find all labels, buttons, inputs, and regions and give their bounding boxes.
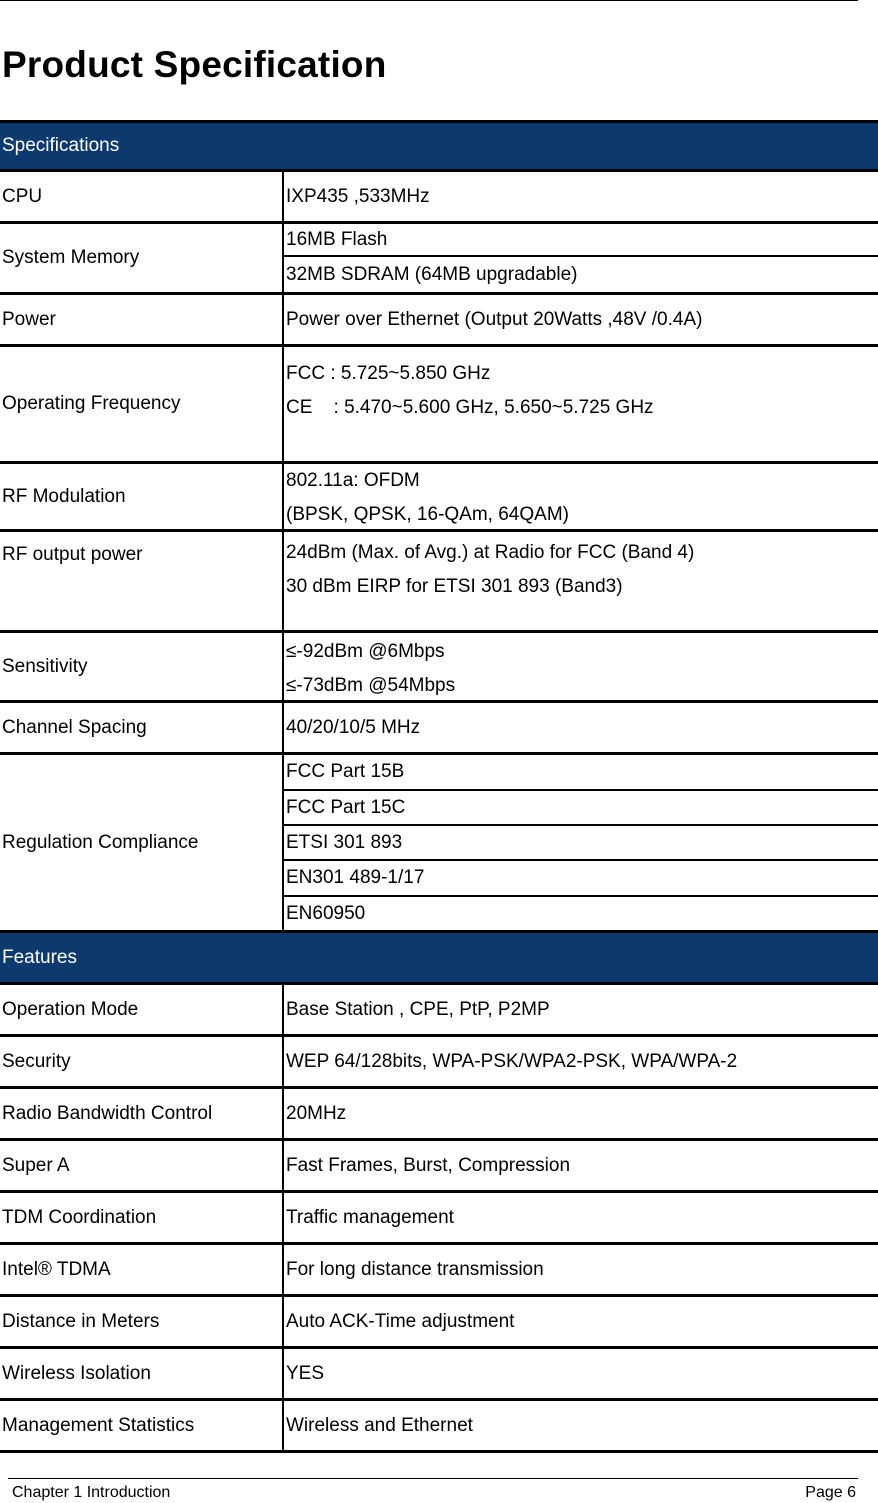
feature-row-super-a [0,1141,878,1193]
section-header-features: Features [0,933,878,985]
spec-label: System Memory [0,224,284,292]
spec-value: ≤-73dBm @54Mbps [286,675,456,696]
top-rule [0,0,858,1]
feature-row-intel-tdma [0,1245,878,1297]
spec-row-cpu [0,172,878,224]
spec-value-group [284,755,878,930]
spec-row-regulation-compliance [0,755,878,933]
spec-value: FCC Part 15B [284,755,878,791]
feature-value: Traffic management [286,1206,454,1228]
feature-label: Management Statistics [0,1401,284,1450]
footer-chapter: Chapter 1 Introduction [12,1484,171,1501]
spec-value: 40/20/10/5 MHz [286,716,421,738]
spec-row-rf-modulation [0,464,878,532]
feature-label: Super A [0,1141,284,1190]
spec-value-group [284,224,878,292]
spec-value: CE : 5.470~5.600 GHz, 5.650~5.725 GHz [286,397,654,418]
spec-value-group [284,464,878,529]
spec-value-group [284,633,878,700]
spec-row-sensitivity [0,633,878,703]
spec-value: ≤-92dBm @6Mbps [286,641,445,662]
spec-value: EN60950 [286,902,366,924]
feature-label: TDM Coordination [0,1193,284,1242]
spec-value: FCC Part 15C [284,791,878,826]
section-header-specifications: Specifications [0,120,878,172]
feature-value: 20MHz [286,1102,347,1124]
spec-value: IXP435 ,533MHz [286,185,430,207]
feature-label: Security [0,1037,284,1086]
spec-value: ETSI 301 893 [284,826,878,861]
spec-value: (BPSK, QPSK, 16-QAm, 64QAM) [286,504,569,525]
spec-row-system-memory [0,224,878,295]
feature-value: WEP 64/128bits, WPA-PSK/WPA2-PSK, WPA/WPA-2 [286,1050,738,1072]
spec-row-operating-frequency [0,347,878,464]
spec-table [0,120,878,1453]
feature-row-management-statistics [0,1401,878,1453]
feature-label: Radio Bandwidth Control [0,1089,284,1138]
spec-value-group [284,347,878,461]
spec-value-group [284,532,878,630]
spec-value: Power over Ethernet (Output 20Watts ,48V /0.4A) [286,308,703,330]
feature-value: Wireless and Ethernet [286,1414,473,1436]
spec-label: RF output power [0,532,284,630]
spec-row-rf-output-power [0,532,878,633]
feature-label: Intel® TDMA [0,1245,284,1294]
spec-label: Operating Frequency [0,347,284,461]
feature-row-radio-bandwidth-control [0,1089,878,1141]
feature-row-operation-mode [0,985,878,1037]
feature-value: Auto ACK-Time adjustment [286,1310,515,1332]
feature-label: Operation Mode [0,985,284,1034]
feature-row-distance-in-meters [0,1297,878,1349]
spec-value: 16MB Flash [284,224,878,257]
feature-value: Fast Frames, Burst, Compression [286,1154,571,1176]
feature-value: Base Station , CPE, PtP, P2MP [286,998,550,1020]
feature-label: Distance in Meters [0,1297,284,1346]
spec-value: 32MB SDRAM (64MB upgradable) [286,263,578,285]
spec-value: FCC : 5.725~5.850 GHz [286,363,491,384]
spec-label: CPU [0,172,284,221]
spec-label: Sensitivity [0,633,284,700]
spec-value: 24dBm (Max. of Avg.) at Radio for FCC (Band 4) [286,542,695,563]
page-title: Product Specification [2,44,387,85]
spec-label: Channel Spacing [0,703,284,752]
spec-row-channel-spacing [0,703,878,755]
spec-row-power [0,295,878,347]
spec-value: 30 dBm EIRP for ETSI 301 893 (Band3) [286,576,623,597]
feature-row-wireless-isolation [0,1349,878,1401]
footer-page-number: Page 6 [805,1484,856,1501]
feature-value: YES [286,1362,325,1384]
feature-value: For long distance transmission [286,1258,544,1280]
spec-label: Regulation Compliance [0,755,284,930]
spec-label: Power [0,295,284,344]
spec-value: 802.11a: OFDM [286,470,420,491]
feature-label: Wireless Isolation [0,1349,284,1398]
feature-row-security [0,1037,878,1089]
spec-value: EN301 489-1/17 [284,861,878,897]
feature-row-tdm-coordination [0,1193,878,1245]
footer-rule [8,1478,858,1479]
spec-label: RF Modulation [0,464,284,529]
